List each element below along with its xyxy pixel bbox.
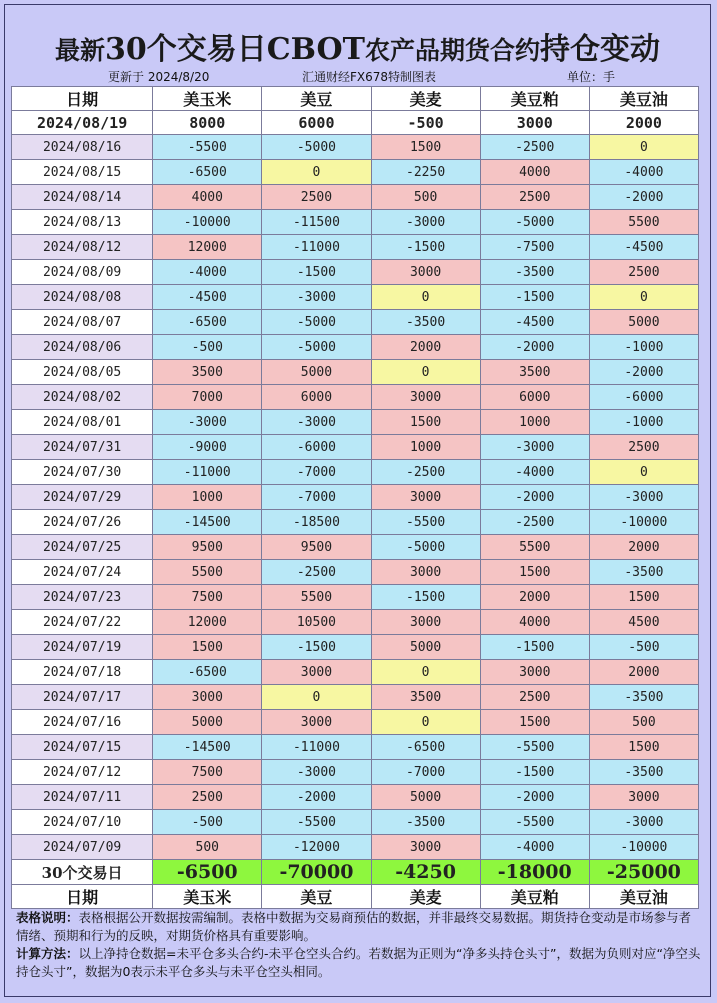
column-footer: 美玉米 [153, 885, 262, 909]
column-footer: 美豆油 [589, 885, 698, 909]
value-cell: -5000 [262, 335, 371, 360]
value-cell: 1500 [480, 710, 589, 735]
date-cell: 2024/08/07 [12, 310, 153, 335]
value-cell: -5500 [153, 135, 262, 160]
value-cell: -18500 [262, 510, 371, 535]
table-row [12, 785, 699, 810]
value-cell: -7500 [480, 235, 589, 260]
table-row [12, 111, 699, 135]
date-cell: 2024/07/17 [12, 685, 153, 710]
value-cell: 6000 [262, 385, 371, 410]
value-cell: 0 [371, 710, 480, 735]
value-cell: -5500 [371, 510, 480, 535]
value-cell: 10500 [262, 610, 371, 635]
value-cell: 12000 [153, 235, 262, 260]
value-cell: 3000 [480, 660, 589, 685]
value-cell: -12000 [262, 835, 371, 860]
title-part: 农产品期货合约 [365, 36, 541, 65]
value-cell: 0 [371, 360, 480, 385]
column-footer: 日期 [12, 885, 153, 909]
table-row [12, 335, 699, 360]
value-cell: -6500 [153, 310, 262, 335]
date-cell: 2024/07/24 [12, 560, 153, 585]
table-row [12, 385, 699, 410]
value-cell: -1500 [480, 635, 589, 660]
table-row [12, 310, 699, 335]
value-cell: -3000 [262, 760, 371, 785]
value-cell: -5000 [371, 535, 480, 560]
value-cell: -1500 [480, 760, 589, 785]
value-cell: 0 [371, 285, 480, 310]
value-cell: 5000 [153, 710, 262, 735]
value-cell: 7500 [153, 585, 262, 610]
value-cell: 5500 [153, 560, 262, 585]
table-row [12, 760, 699, 785]
value-cell: 2000 [371, 335, 480, 360]
value-cell: 2000 [589, 660, 698, 685]
value-cell: -7000 [262, 460, 371, 485]
value-cell: 1000 [371, 435, 480, 460]
value-cell: 3000 [371, 835, 480, 860]
value-cell: -4500 [589, 235, 698, 260]
value-cell: -1000 [589, 335, 698, 360]
value-cell: -2000 [480, 485, 589, 510]
value-cell: 3500 [153, 360, 262, 385]
notes-section [16, 909, 702, 981]
value-cell: 4500 [589, 610, 698, 635]
value-cell: -3500 [371, 310, 480, 335]
value-cell: 5000 [371, 785, 480, 810]
value-cell: -1500 [480, 285, 589, 310]
title-part: CBOT [266, 32, 365, 67]
value-cell: 2500 [589, 435, 698, 460]
value-cell: -11000 [153, 460, 262, 485]
table-row [12, 735, 699, 760]
value-cell: 500 [589, 710, 698, 735]
value-cell: 2500 [589, 260, 698, 285]
date-cell: 2024/07/18 [12, 660, 153, 685]
value-cell: 7000 [153, 385, 262, 410]
value-cell: 2500 [480, 185, 589, 210]
table-row [12, 685, 699, 710]
value-cell: -1500 [371, 585, 480, 610]
value-cell: -4000 [589, 160, 698, 185]
value-cell: 1500 [153, 635, 262, 660]
value-cell: -4000 [480, 460, 589, 485]
value-cell: -4000 [480, 835, 589, 860]
value-cell: -3500 [371, 810, 480, 835]
value-cell: -11500 [262, 210, 371, 235]
value-cell: -5500 [262, 810, 371, 835]
value-cell: -3500 [589, 760, 698, 785]
value-cell: 2000 [589, 535, 698, 560]
date-cell: 2024/08/13 [12, 210, 153, 235]
value-cell: 3000 [589, 785, 698, 810]
value-cell: 3000 [371, 560, 480, 585]
table-row [12, 260, 699, 285]
value-cell: 5500 [480, 535, 589, 560]
value-cell: 5000 [589, 310, 698, 335]
value-cell: 500 [153, 835, 262, 860]
value-cell: 1500 [371, 135, 480, 160]
value-cell: -500 [371, 111, 480, 135]
table-row [12, 635, 699, 660]
value-cell: 2500 [262, 185, 371, 210]
date-cell: 2024/07/23 [12, 585, 153, 610]
date-cell: 2024/07/31 [12, 435, 153, 460]
value-cell: 1500 [371, 410, 480, 435]
value-cell: -2000 [480, 335, 589, 360]
date-cell: 2024/07/12 [12, 760, 153, 785]
source-label: 汇通财经FX678特制图表 [302, 70, 437, 84]
value-cell: 5500 [589, 210, 698, 235]
total-cell: -4250 [371, 860, 480, 885]
value-cell: 1500 [589, 585, 698, 610]
date-cell: 2024/08/01 [12, 410, 153, 435]
date-cell: 2024/07/29 [12, 485, 153, 510]
table-row [12, 185, 699, 210]
value-cell: 3000 [371, 610, 480, 635]
value-cell: -2500 [480, 510, 589, 535]
title-part: 持仓变动 [540, 32, 661, 67]
value-cell: 1500 [589, 735, 698, 760]
date-cell: 2024/08/15 [12, 160, 153, 185]
value-cell: -11000 [262, 235, 371, 260]
value-cell: -3000 [589, 810, 698, 835]
value-cell: -2000 [589, 185, 698, 210]
value-cell: -6500 [153, 660, 262, 685]
value-cell: -3000 [480, 435, 589, 460]
table-row [12, 535, 699, 560]
table-row [12, 285, 699, 310]
value-cell: 3000 [262, 660, 371, 685]
value-cell: -2000 [589, 360, 698, 385]
value-cell: -2000 [480, 785, 589, 810]
value-cell: -3000 [262, 285, 371, 310]
unit-label: 单位：手 [567, 70, 616, 84]
value-cell: 3000 [371, 385, 480, 410]
page-title [5, 25, 710, 75]
value-cell: 0 [589, 135, 698, 160]
value-cell: -11000 [262, 735, 371, 760]
value-cell: 6000 [480, 385, 589, 410]
total-cell: -18000 [480, 860, 589, 885]
description-text: 表格根据公开数据按需编制。表格中数据为交易商预估的数据，并非最终交易数据。期货持仓变动是市场参与者情绪、预期和行为的反映，对期货价格具有重要影响。 [16, 910, 692, 943]
table-row [12, 560, 699, 585]
date-cell: 2024/07/19 [12, 635, 153, 660]
value-cell: -10000 [589, 835, 698, 860]
table-row [12, 235, 699, 260]
value-cell: -1500 [371, 235, 480, 260]
value-cell: -5500 [480, 810, 589, 835]
value-cell: -500 [153, 810, 262, 835]
date-cell: 2024/08/08 [12, 285, 153, 310]
total-cell: -25000 [589, 860, 698, 885]
value-cell: -10000 [153, 210, 262, 235]
column-header: 美豆 [262, 87, 371, 111]
value-cell: -1000 [589, 410, 698, 435]
value-cell: -1500 [262, 635, 371, 660]
value-cell: 0 [589, 285, 698, 310]
value-cell: 3000 [153, 685, 262, 710]
value-cell: 4000 [153, 185, 262, 210]
value-cell: -3500 [589, 560, 698, 585]
value-cell: 2500 [480, 685, 589, 710]
value-cell: 3000 [371, 485, 480, 510]
value-cell: -1500 [262, 260, 371, 285]
total-cell: -6500 [153, 860, 262, 885]
value-cell: 3500 [371, 685, 480, 710]
value-cell: -10000 [589, 510, 698, 535]
date-cell: 2024/08/09 [12, 260, 153, 285]
value-cell: 3500 [480, 360, 589, 385]
date-cell: 2024/07/11 [12, 785, 153, 810]
value-cell: 3000 [371, 260, 480, 285]
table-row [12, 860, 699, 885]
value-cell: -5000 [262, 310, 371, 335]
value-cell: -6000 [262, 435, 371, 460]
date-cell: 2024/07/09 [12, 835, 153, 860]
date-cell: 2024/07/10 [12, 810, 153, 835]
value-cell: 4000 [480, 160, 589, 185]
table-row [12, 410, 699, 435]
value-cell: -6500 [153, 160, 262, 185]
date-cell: 2024/08/19 [12, 111, 153, 135]
value-cell: 2500 [153, 785, 262, 810]
table-row [12, 460, 699, 485]
calculation-method [16, 945, 702, 981]
column-header: 日期 [12, 87, 153, 111]
date-cell: 2024/07/30 [12, 460, 153, 485]
value-cell: 1000 [480, 410, 589, 435]
value-cell: -7000 [262, 485, 371, 510]
value-cell: -4500 [153, 285, 262, 310]
value-cell: -2000 [262, 785, 371, 810]
value-cell: -3500 [480, 260, 589, 285]
date-cell: 2024/08/02 [12, 385, 153, 410]
calculation-label: 计算方法： [16, 946, 79, 961]
table-row [12, 660, 699, 685]
value-cell: -500 [589, 635, 698, 660]
table-row [12, 360, 699, 385]
value-cell: -6500 [371, 735, 480, 760]
column-footer: 美豆粕 [480, 885, 589, 909]
value-cell: -3000 [371, 210, 480, 235]
table-row [12, 585, 699, 610]
date-cell: 2024/08/14 [12, 185, 153, 210]
column-header: 美玉米 [153, 87, 262, 111]
date-cell: 2024/07/15 [12, 735, 153, 760]
table-row [12, 510, 699, 535]
position-table [11, 86, 699, 909]
total-cell: -70000 [262, 860, 371, 885]
value-cell: -4000 [153, 260, 262, 285]
date-cell: 2024/08/05 [12, 360, 153, 385]
value-cell: -2500 [262, 560, 371, 585]
table-row [12, 810, 699, 835]
column-footer: 美豆 [262, 885, 371, 909]
value-cell: -3000 [589, 485, 698, 510]
table-row [12, 135, 699, 160]
value-cell: -2500 [371, 460, 480, 485]
table-row [12, 710, 699, 735]
table-row [12, 435, 699, 460]
table-row [12, 210, 699, 235]
calculation-text: 以上净持仓数据=未平仓多头合约-未平仓空头合约。若数据为正则为“净多头持仓头寸”，数据为负则对应“净空头持仓头寸”，数据为0表示未平仓多头与未平仓空头相同。 [16, 946, 701, 979]
value-cell: -9000 [153, 435, 262, 460]
table-description [16, 909, 702, 945]
table-row [12, 160, 699, 185]
table-row [12, 610, 699, 635]
description-label: 表格说明： [16, 910, 79, 925]
value-cell: 9500 [262, 535, 371, 560]
value-cell: 12000 [153, 610, 262, 635]
value-cell: -3000 [262, 410, 371, 435]
date-cell: 2024/07/16 [12, 710, 153, 735]
value-cell: -2250 [371, 160, 480, 185]
value-cell: 5500 [262, 585, 371, 610]
value-cell: 1500 [480, 560, 589, 585]
title-part: 最新 [54, 36, 105, 65]
value-cell: 3000 [480, 111, 589, 135]
value-cell: 3000 [262, 710, 371, 735]
value-cell: -5000 [480, 210, 589, 235]
column-header: 美麦 [371, 87, 480, 111]
column-header: 美豆粕 [480, 87, 589, 111]
value-cell: 9500 [153, 535, 262, 560]
value-cell: 7500 [153, 760, 262, 785]
value-cell: 0 [262, 160, 371, 185]
column-header: 美豆油 [589, 87, 698, 111]
value-cell: -500 [153, 335, 262, 360]
value-cell: 5000 [371, 635, 480, 660]
value-cell: 6000 [262, 111, 371, 135]
date-cell: 2024/08/12 [12, 235, 153, 260]
title-part: 30个交易日 [105, 32, 267, 67]
value-cell: 2000 [589, 111, 698, 135]
column-footer: 美麦 [371, 885, 480, 909]
value-cell: 8000 [153, 111, 262, 135]
value-cell: -3500 [589, 685, 698, 710]
value-cell: 0 [371, 660, 480, 685]
date-cell: 2024/07/22 [12, 610, 153, 635]
value-cell: -2500 [480, 135, 589, 160]
date-cell: 2024/07/26 [12, 510, 153, 535]
value-cell: -4500 [480, 310, 589, 335]
value-cell: 500 [371, 185, 480, 210]
table-row [12, 835, 699, 860]
value-cell: 5000 [262, 360, 371, 385]
value-cell: -14500 [153, 735, 262, 760]
value-cell: -14500 [153, 510, 262, 535]
table-row [12, 87, 699, 111]
table-row [12, 885, 699, 909]
value-cell: 0 [262, 685, 371, 710]
value-cell: 0 [589, 460, 698, 485]
total-label: 30个交易日 [12, 860, 153, 885]
date-cell: 2024/08/16 [12, 135, 153, 160]
value-cell: -7000 [371, 760, 480, 785]
value-cell: -5500 [480, 735, 589, 760]
date-cell: 2024/07/25 [12, 535, 153, 560]
value-cell: 1000 [153, 485, 262, 510]
table-row [12, 485, 699, 510]
value-cell: -3000 [153, 410, 262, 435]
value-cell: -5000 [262, 135, 371, 160]
value-cell: 4000 [480, 610, 589, 635]
updated-date: 更新于 2024/8/20 [108, 70, 210, 84]
value-cell: -6000 [589, 385, 698, 410]
date-cell: 2024/08/06 [12, 335, 153, 360]
value-cell: 2000 [480, 585, 589, 610]
